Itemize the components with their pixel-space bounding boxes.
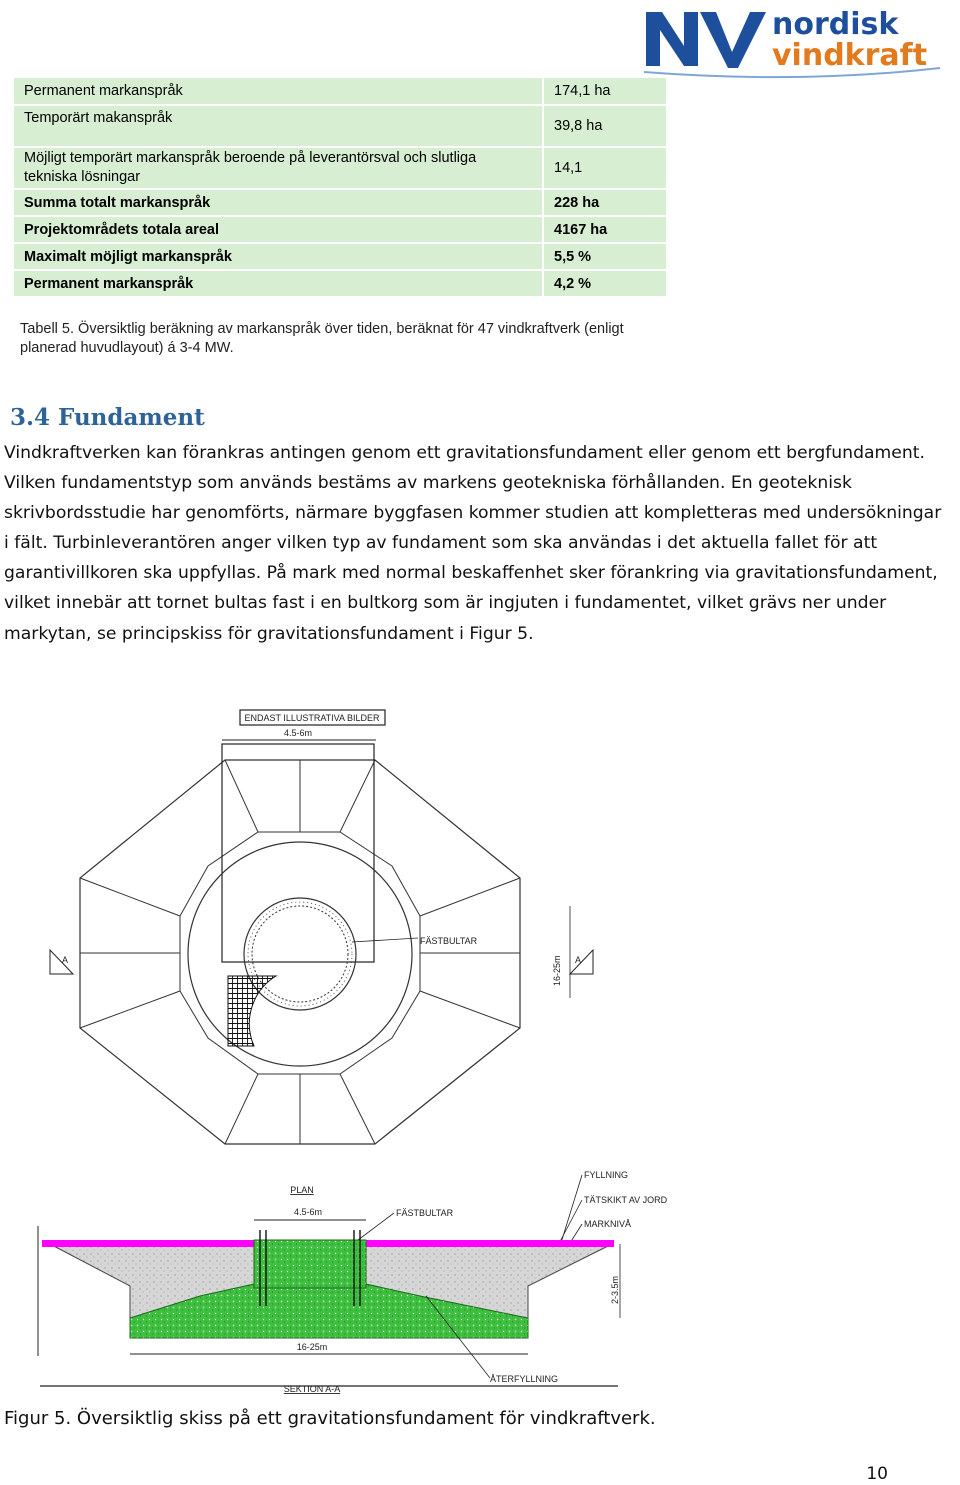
table-cell-label: Möjligt temporärt markanspråk beroende på leverantörsval och slutliga tekniska lösningar [14, 148, 542, 190]
table-cell-label: Temporärt makanspråk [14, 106, 542, 148]
banner-text: ENDAST ILLUSTRATIVA BILDER [244, 713, 380, 723]
section-title: SEKTION A-A [283, 1384, 341, 1394]
logo-text-vindkraft: vindkraft [772, 38, 928, 73]
section-width-label: 4.5-6m [293, 1207, 323, 1217]
table-cell-value: 5,5 % [542, 244, 666, 271]
plan-title: PLAN [290, 1185, 314, 1195]
plan-view [50, 710, 593, 1195]
table-cell-label: Projektområdets totala areal [14, 217, 542, 244]
section-depth-label: 2-3.5m [610, 1275, 620, 1304]
figure-caption: Figur 5. Översiktlig skiss på ett gravitationsfundament för vindkraftverk. [4, 1408, 656, 1429]
table-row [14, 78, 666, 106]
area-table [14, 78, 666, 298]
table-cell-value: 174,1 ha [542, 78, 666, 106]
table-row [14, 271, 666, 298]
logo-text-nordisk: nordisk [772, 7, 899, 42]
company-logo [640, 2, 958, 76]
nordisk-vindkraft-logo-icon [640, 2, 958, 76]
backfill-label: ÅTERFYLLNING [490, 1374, 559, 1384]
table-cell-value: 4167 ha [542, 217, 666, 244]
plan-diameter-label: 16-25m [552, 955, 562, 986]
section-mark-right: A [575, 955, 582, 965]
table-row [14, 244, 666, 271]
section-bolts-label: FÄSTBULTAR [396, 1208, 454, 1218]
table-cell-value: 228 ha [542, 190, 666, 217]
table-cell-label: Permanent markanspråk [14, 271, 542, 298]
plan-bolts-label: FÄSTBULTAR [420, 936, 478, 946]
fill-label: FYLLNING [584, 1170, 629, 1180]
seal-label: TÄTSKIKT AV JORD [584, 1195, 668, 1205]
table-row [14, 148, 666, 190]
section-paragraph: Vindkraftverken kan förankras antingen genom ett gravitationsfundament eller genom ett bergfundament. Vilken fundamentstyp som används bestäms av markens geotekniska förhållanden. En geoteknisk skrivbordsstudie har genomförts, närmare byggfasen kommer studien att kompletteras med undersökningar i fält. Turbinleverantören anger vilken typ av fundament som ska användas i det aktuella fallet för att garantivillkoren ska uppfyllas. På mark med normal beskaffenhet sker förankring via gravitationsfundament, vilket innebär att tornet bultas fast i en bultkorg som är ingjuten i fundamentet, vilket grävs ner under markytan, se principskiss för gravitationsfundament i Figur 5. [4, 443, 942, 644]
table-caption: Tabell 5. Översiktlig beräkning av markanspråk över tiden, beräknat för 47 vindkraftverk (enligt planerad huvudlayout) á 3-4 MW. [20, 321, 624, 356]
section-mark-left: A [62, 955, 69, 965]
foundation-drawing [40, 706, 668, 1401]
section-base-label: 16-25m [296, 1342, 328, 1352]
table-row [14, 217, 666, 244]
section-view [38, 1170, 668, 1394]
foundation-drawing-svg [40, 706, 668, 1401]
section-heading: 3.4 Fundament [10, 404, 205, 431]
table-cell-value: 4,2 % [542, 271, 666, 298]
table-cell-value: 39,8 ha [542, 106, 666, 148]
table-row [14, 190, 666, 217]
table-cell-label: Maximalt möjligt markanspråk [14, 244, 542, 271]
section-arrow-right [570, 950, 593, 974]
table-cell-label: Permanent markanspråk [14, 78, 542, 106]
table-cell-label: Summa totalt markanspråk [14, 190, 542, 217]
plan-width-label: 4.5-6m [283, 728, 313, 738]
table-row [14, 106, 666, 148]
ground-level-label: MARKNIVÅ [584, 1219, 632, 1229]
page-number: 10 [866, 1464, 888, 1484]
table-cell-value: 14,1 [542, 148, 666, 190]
concrete-pedestal [254, 1240, 366, 1288]
